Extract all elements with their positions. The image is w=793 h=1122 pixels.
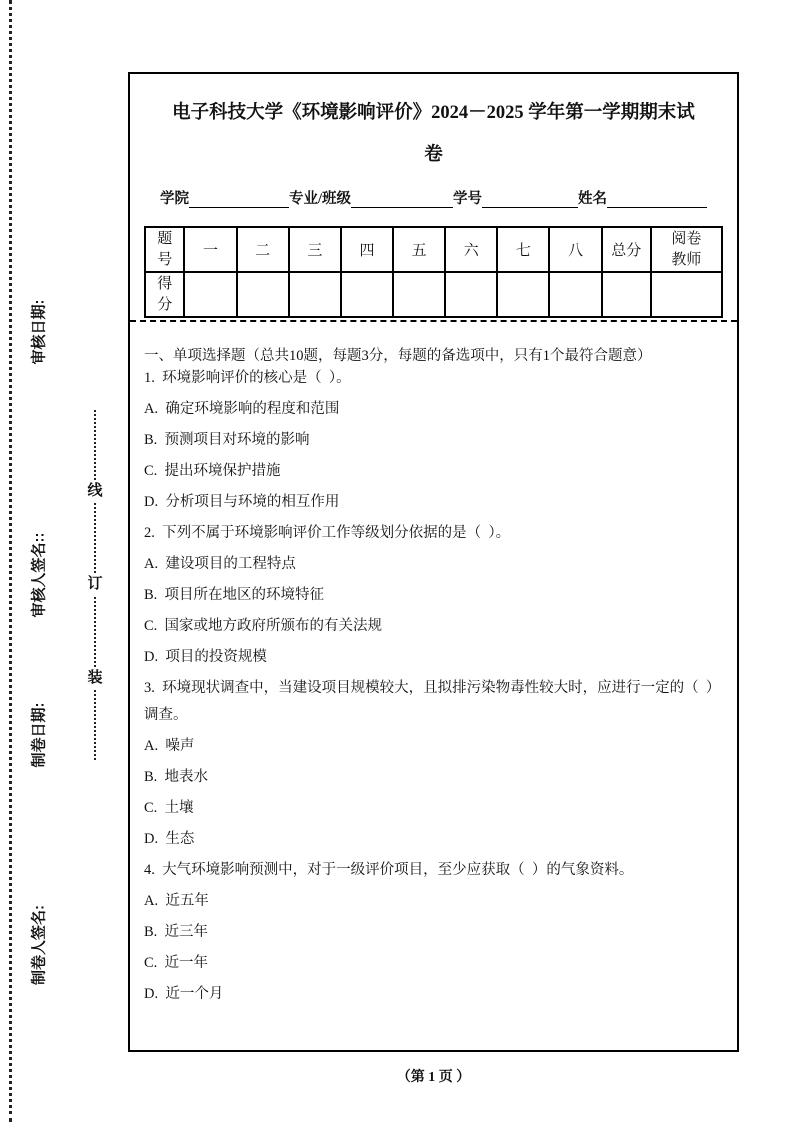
student-id-field-blank: [482, 190, 578, 208]
col-header-5: 五: [393, 227, 445, 272]
score-cell: [237, 272, 289, 317]
score-cell: [393, 272, 445, 317]
option-c: C. 国家或地方政府所颁布的有关法规: [144, 618, 383, 634]
left-dotted-line: [9, 0, 12, 1122]
grader-label: 阅卷教师: [671, 231, 702, 268]
school-field-blank: [189, 190, 289, 208]
score-cell: [497, 272, 549, 317]
col-header-1: 一: [184, 227, 236, 272]
question-4: [144, 857, 723, 1008]
option-d: D. 生态: [144, 831, 195, 847]
col-header-7: 七: [497, 227, 549, 272]
grader-header-cell: [651, 227, 722, 272]
school-field-label: 学院: [160, 191, 189, 207]
student-info-row: [144, 184, 723, 208]
option-b: B. 地表水: [144, 769, 209, 785]
student-id-field-label: 学号: [453, 191, 483, 207]
score-cell: [289, 272, 341, 317]
option-c: C. 提出环境保护措施: [144, 463, 281, 479]
option-d: D. 项目的投资规模: [144, 649, 267, 665]
option-d: D. 近一个月: [144, 986, 224, 1002]
major-class-field-blank: [351, 190, 453, 208]
exam-title: 电子科技大学《环境影响评价》2024－2025 学年第一学期期末试卷: [172, 103, 695, 165]
question-1: [144, 365, 723, 516]
question-text: 3. 环境现状调查中，当建设项目规模较大，且拟排污染物毒性较大时，应进行一定的（ ）调查。: [144, 680, 721, 723]
col-header-4: 四: [341, 227, 393, 272]
score-table-score-row: [145, 272, 722, 317]
binding-line-segment: [94, 690, 96, 760]
option-b: B. 预测项目对环境的影响: [144, 432, 310, 448]
total-score-header: 总分: [602, 227, 651, 272]
score-row-label-cell: [145, 272, 184, 317]
score-table-header-row: [145, 227, 722, 272]
col-header-2: 二: [237, 227, 289, 272]
option-d: D. 分析项目与环境的相互作用: [144, 494, 340, 510]
question-number-corner-cell: [145, 227, 184, 272]
binding-line-segment: [94, 503, 96, 573]
option-c: C. 近一年: [144, 955, 209, 971]
question-number-label: 题号: [157, 231, 173, 268]
question-text: 2. 下列不属于环境影响评价工作等级划分依据的是（ ）。: [144, 525, 511, 541]
page-number: （第 1 页 ）: [396, 1070, 471, 1085]
option-a: A. 确定环境影响的程度和范围: [144, 401, 340, 417]
question-text: 1. 环境影响评价的核心是（ ）。: [144, 370, 351, 386]
score-cell: [341, 272, 393, 317]
option-b: B. 近三年: [144, 924, 209, 940]
option-c: C. 土壤: [144, 800, 194, 816]
name-field-blank: [607, 190, 707, 208]
binding-line: [84, 410, 106, 760]
question-text: 4. 大气环境影响预测中，对于一级评价项目，至少应获取（ ）的气象资料。: [144, 862, 634, 878]
score-table: [144, 226, 723, 318]
binding-line-segment: [94, 410, 96, 480]
option-b: B. 项目所在地区的环境特征: [144, 587, 325, 603]
option-a: A. 近五年: [144, 893, 209, 909]
score-cell: [549, 272, 601, 317]
paper-maker-signature-label: 制卷人签名:: [30, 905, 48, 985]
binding-char-zhuang: 装: [87, 669, 103, 686]
major-class-field-label: 专业/班级: [289, 191, 352, 207]
section-one-heading: 一、单项选择题（总共10题，每题3分，每题的备选项中，只有1个最符合题意）: [144, 348, 652, 364]
question-2: [144, 520, 723, 671]
name-field-label: 姓名: [578, 191, 608, 207]
dashed-separator: [130, 320, 737, 322]
option-a: A. 建设项目的工程特点: [144, 556, 296, 572]
col-header-8: 八: [549, 227, 601, 272]
col-header-3: 三: [289, 227, 341, 272]
paper-make-date-label: 制卷日期:: [30, 702, 48, 768]
binding-char-xian: 线: [87, 483, 103, 500]
reviewer-signature-label: 审核人签名::: [30, 532, 48, 618]
question-3: [144, 675, 723, 853]
score-cell: [184, 272, 236, 317]
review-date-label: 审核日期:: [30, 299, 48, 365]
total-score-cell: [602, 272, 651, 317]
col-header-6: 六: [445, 227, 497, 272]
grader-cell: [651, 272, 722, 317]
option-a: A. 噪声: [144, 738, 195, 754]
binding-line-segment: [94, 597, 96, 667]
score-label: 得分: [157, 276, 173, 313]
score-cell: [445, 272, 497, 317]
binding-char-ding: 订: [87, 576, 103, 593]
exam-sheet: [128, 72, 739, 1052]
